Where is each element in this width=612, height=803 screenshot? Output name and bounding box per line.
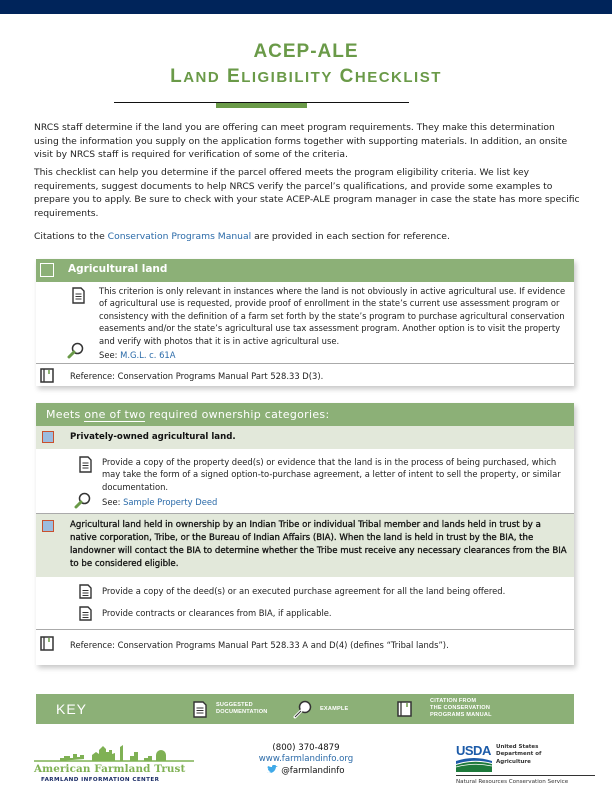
- title-underlined: one of two: [84, 408, 146, 421]
- document-icon: [72, 287, 85, 304]
- see-line: [102, 496, 217, 508]
- usda-rule: [456, 775, 595, 776]
- website-link[interactable]: www.farmlandinfo.org: [258, 754, 354, 764]
- see-line: [99, 349, 175, 361]
- doc-text: Provide a copy of the deed(s) or an executed purchase agreement for all the land being offered.: [102, 586, 506, 596]
- section-agricultural-land: [36, 259, 574, 386]
- see-label: See:: [99, 350, 121, 360]
- key-label: KEY: [56, 701, 88, 717]
- icon-key: [36, 694, 574, 724]
- title-part: AND: [183, 69, 221, 86]
- manual-icon: [397, 701, 412, 717]
- twitter-handle: @farmlandinfo: [281, 766, 345, 776]
- section-ownership: [36, 403, 574, 665]
- cpm-link[interactable]: Conservation Programs Manual: [107, 231, 252, 242]
- mgl-link[interactable]: M.G.L. c. 61A: [120, 350, 176, 360]
- document-icon: [193, 701, 207, 718]
- checkbox[interactable]: [42, 520, 54, 532]
- nrcs-name: Natural Resources Conservation Service: [456, 779, 569, 785]
- aft-subtitle: FARMLAND INFORMATION CENTER: [41, 777, 160, 783]
- option-title: Privately-owned agricultural land.: [70, 432, 236, 442]
- divider: [36, 363, 574, 364]
- document-icon: [79, 456, 92, 473]
- usda-text: Department of: [496, 751, 542, 758]
- title-rule-accent: [216, 103, 307, 108]
- title-text: Meets: [46, 408, 85, 421]
- divider: [36, 629, 574, 630]
- section-title: [46, 408, 329, 421]
- page-title-line1: ACEP-ALE: [253, 41, 359, 62]
- option-privately-owned: [36, 426, 574, 449]
- page-title-line2: [0, 66, 612, 88]
- contact-info: [230, 743, 382, 777]
- doc-text: Provide contracts or clearances from BIA, if applicable.: [102, 608, 332, 618]
- see-label: See:: [102, 497, 124, 507]
- magnifier-icon: [74, 492, 91, 509]
- intro-paragraph-1: NRCS staff determine if the land you are offering can meet program requirements. They make this determination using the information you supply on the application forms together with supporting materials. In addition, an onsite visit by NRCS staff is required for verification of some of the criteria.: [34, 122, 568, 161]
- title-text: required ownership categories:: [145, 408, 330, 421]
- intro-text: are provided in each section for reference.: [251, 231, 450, 242]
- doc-text: This criterion is only relevant in instances where the land is not obviously in active agricultural use. If evidence of agricultural use is requested, provide proof of enrollment in the state’s current use assessment program or consistency with the definition of a farm set forth by the state’s program to purchase agricultural conservation easements and/or the state’s agricultural use tax assessment program. Another option is to visit the property and verify with photos that it is in active agricultural use.: [99, 286, 566, 346]
- magnifier-icon: [293, 700, 312, 719]
- usda-text: Agriculture: [496, 758, 531, 765]
- title-letter: L: [170, 66, 184, 87]
- doc-text: Provide a copy of the property deed(s) or evidence that the land is in the process of being purchased, which may take the form of a signed option-to-purchase agreement, a letter of intent to sell the property, or similar documentation.: [102, 457, 561, 492]
- usda-fields-icon: [456, 757, 492, 772]
- key-text: SUGGESTED: [216, 702, 253, 708]
- sample-deed-link[interactable]: Sample Property Deed: [123, 497, 218, 507]
- usda-department: [496, 744, 541, 766]
- manual-icon: [40, 368, 54, 383]
- key-text: PROGRAMS MANUAL: [430, 712, 492, 718]
- key-text: CITATION FROM: [430, 698, 477, 704]
- phone-number: (800) 370-4879: [272, 743, 340, 753]
- top-banner: [0, 0, 612, 14]
- key-text: DOCUMENTATION: [216, 709, 268, 715]
- twitter-bird-icon: [267, 765, 278, 774]
- aft-logo: [34, 742, 194, 788]
- reference: Reference: Conservation Programs Manual Part 528.33 A and D(4) (defines “Tribal lands”).: [70, 640, 449, 650]
- magnifier-icon: [67, 342, 84, 359]
- option-title: Agricultural land held in ownership by an Indian Tribe or individual Tribal member and lands held in trust by a native corporation, Tribe, or the Bureau of Indian Affairs (BIA). When the land is held in trust by the BIA, the landowner will contact the BIA to determine whether the Tribe must receive any necessary clearances from the BIA to be considered eligible.: [70, 520, 567, 569]
- usda-mark: USDA: [456, 743, 491, 758]
- intro-paragraph-3: [34, 230, 580, 244]
- title-letter: E: [227, 66, 242, 87]
- title-part: LIGIBILITY: [241, 69, 333, 86]
- aft-name: American Farmland Trust: [34, 763, 186, 775]
- section-header: [36, 259, 574, 282]
- skyline-icon: [34, 742, 194, 762]
- usda-logo: [456, 743, 606, 789]
- key-doc-label: [216, 702, 268, 716]
- key-cite-label: [430, 698, 492, 719]
- intro-paragraph-2: This checklist can help you determine if the parcel offered meets the program eligibility criteria. We list key requirements, suggest documents to help NRCS verify the parcel’s qualifications, and provide some examples to prepare you to apply. Be sure to check with your state ACEP-ALE program manager in case the state has more specific requirements.: [34, 167, 580, 219]
- checkbox[interactable]: [42, 431, 54, 443]
- title-letter: C: [339, 66, 355, 87]
- intro-text: Citations to the: [34, 231, 108, 242]
- key-text: THE CONSERVATION: [430, 705, 491, 711]
- checkbox[interactable]: [40, 263, 54, 277]
- key-example-label: EXAMPLE: [320, 706, 349, 712]
- reference: Reference: Conservation Programs Manual Part 528.33 D(3).: [70, 371, 324, 381]
- title-part: HECKLIST: [354, 69, 442, 86]
- section-header: [36, 403, 574, 426]
- section-title: Agricultural land: [68, 263, 168, 275]
- usda-text: United States: [496, 744, 539, 750]
- document-icon: [79, 584, 92, 599]
- twitter-line[interactable]: [230, 765, 382, 777]
- manual-icon: [40, 636, 54, 651]
- document-icon: [79, 606, 92, 621]
- option-tribal-land: [36, 514, 574, 577]
